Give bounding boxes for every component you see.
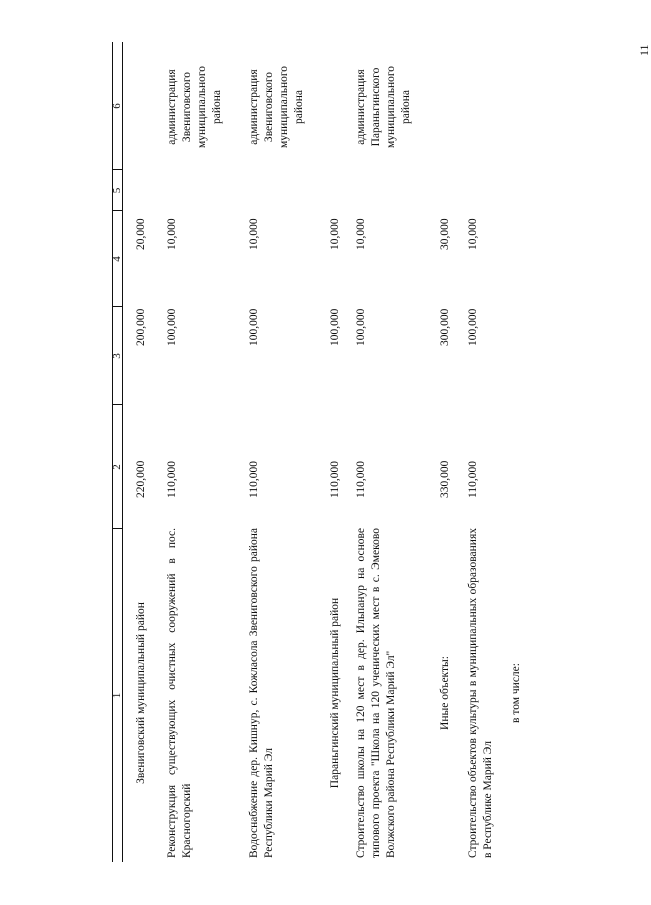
row-value-col3: 100,000 bbox=[166, 308, 178, 346]
table-header-rule bbox=[122, 42, 123, 862]
column-header-5: 5 bbox=[111, 187, 123, 194]
row-value-col4: 20,000 bbox=[135, 218, 147, 250]
row-value-col2: 110,000 bbox=[248, 461, 260, 498]
object-description: Водоснабжение дер. Кишнур, с. Кожласола Звениговского района Республики Марий Эл bbox=[248, 528, 275, 858]
row-value-col3: 100,000 bbox=[467, 308, 479, 346]
column-header-1: 1 bbox=[111, 692, 123, 699]
row-value-col3: 100,000 bbox=[248, 308, 260, 346]
budget-table bbox=[112, 42, 622, 862]
row-value-col3: 100,000 bbox=[329, 308, 341, 346]
row-value-col2: 110,000 bbox=[467, 461, 479, 498]
responsible-party: администрация Звениговского муниципального района bbox=[166, 65, 223, 149]
subsection-caption: в том числе: bbox=[510, 663, 522, 723]
district-heading: Параньгинский муниципальный район bbox=[329, 597, 341, 789]
row-value-col4: 10,000 bbox=[248, 218, 260, 250]
column-header-2: 2 bbox=[111, 464, 123, 470]
row-value-col2: 110,000 bbox=[329, 461, 341, 498]
object-description: Строительство школы на 120 мест в дер. Ильпанур на основе типового проекта "Школа на 120 ученических мест в с. Эмеково Волжского района Республики Марий Эл" bbox=[355, 528, 397, 858]
row-value-col4: 10,000 bbox=[355, 218, 367, 250]
section-heading: Иные объекты: bbox=[439, 656, 451, 730]
column-header-6: 6 bbox=[111, 103, 123, 109]
row-value-col3: 100,000 bbox=[355, 308, 367, 346]
row-value-col3: 300,000 bbox=[439, 308, 451, 346]
row-value-col2: 110,000 bbox=[166, 461, 178, 498]
page-number: 11 bbox=[637, 44, 651, 56]
object-description: Строительство объектов культуры в муниципальных образованиях в Республике Марий Эл bbox=[467, 528, 494, 858]
object-description: Реконструкция существующих очистных сооружений в пос. Красногорский bbox=[166, 528, 193, 858]
row-value-col2: 220,000 bbox=[135, 460, 147, 498]
row-value-col3: 200,000 bbox=[135, 308, 147, 346]
responsible-party: администрация Параньгинского муниципального района bbox=[355, 65, 412, 149]
responsible-party: администрация Звениговского муниципального района bbox=[248, 65, 305, 149]
row-value-col4: 10,000 bbox=[467, 218, 479, 250]
column-header-4: 4 bbox=[111, 256, 123, 262]
column-header-3: 3 bbox=[111, 353, 123, 359]
row-value-col4: 30,000 bbox=[439, 218, 451, 250]
row-value-col2: 110,000 bbox=[355, 461, 367, 498]
row-value-col4: 10,000 bbox=[329, 218, 341, 250]
row-value-col4: 10,000 bbox=[166, 218, 178, 250]
district-heading: Звениговский муниципальный район bbox=[135, 602, 147, 784]
row-value-col2: 330,000 bbox=[439, 460, 451, 498]
